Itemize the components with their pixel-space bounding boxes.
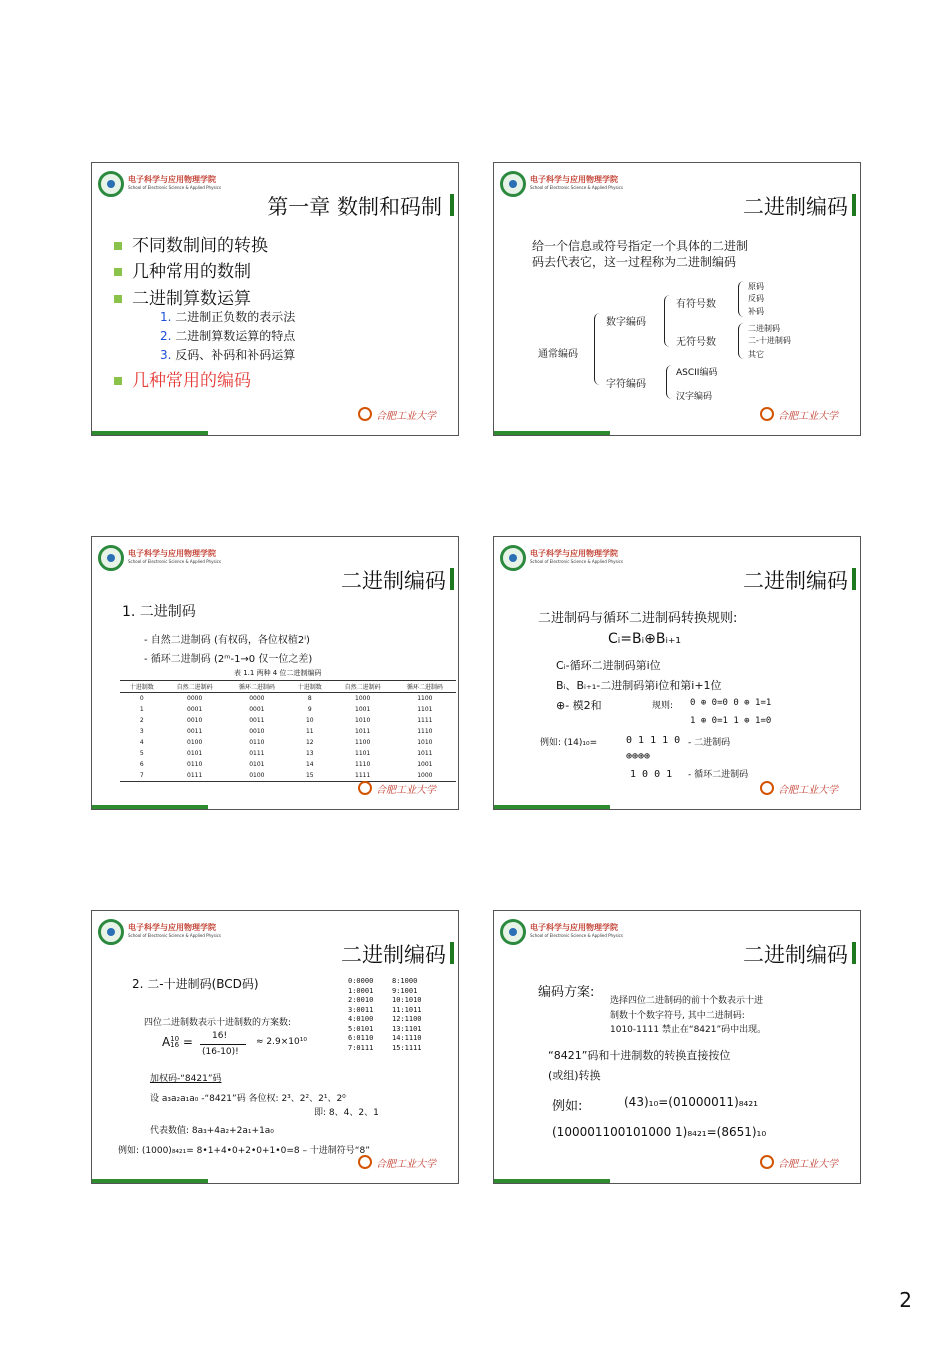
bullet-icon (114, 295, 122, 303)
table-cell: 0010 (249, 728, 265, 735)
table-cell: 3 (139, 728, 144, 735)
university-logo: 合肥工业大学 (358, 781, 448, 797)
brace (738, 281, 745, 317)
brace (666, 365, 673, 399)
tree-leaf: 补码 (748, 307, 764, 316)
school-emblem-icon (500, 171, 526, 197)
bcd-entry: 5:0101 (348, 1024, 374, 1033)
sub-item: 2. 二进制算数运算的特点 (160, 329, 296, 343)
binary-code: 0 1 1 1 0 (626, 735, 681, 746)
bcd-entry: 2:0010 (348, 996, 374, 1004)
table-cell: 1010 (417, 739, 433, 746)
university-emblem-icon (358, 781, 372, 795)
table-cell: 1110 (355, 761, 371, 768)
bullet-item: 不同数制间的转换 (114, 231, 268, 256)
table-cell: 0000 (249, 695, 265, 702)
table-cell: 0011 (249, 717, 265, 724)
table-cell: 0110 (187, 761, 203, 768)
definition: Bᵢ、Bᵢ₊₁-二进制码第i位和第i+1位 (556, 679, 722, 692)
text-line: 四位二进制数表示十进制数的方案数: (144, 1018, 292, 1028)
table-cell: 0110 (249, 739, 265, 746)
text-line: - 循环二进制码 (2ᵐ-1→0 仅一位之差) (144, 654, 313, 665)
table-cell: 1100 (355, 739, 371, 746)
gray-code: 1 0 0 1 (630, 769, 673, 780)
school-emblem-icon (98, 545, 124, 571)
school-logo: 电子科学与应用物理学院 School of Electronic Science & Applied Physics (98, 545, 258, 573)
tree-node: 无符号数 (676, 337, 716, 348)
sub-item: 1. 二进制正负数的表示法 (160, 310, 296, 324)
table-cell: 1000 (355, 695, 371, 702)
bcd-entry: 14:1110 (392, 1034, 422, 1042)
brace (664, 295, 671, 347)
university-logo: 合肥工业大学 (760, 1155, 850, 1171)
text-line: (或组)转换 (548, 1069, 601, 1082)
university-logo: 合肥工业大学 (760, 781, 850, 797)
school-emblem-icon (98, 171, 124, 197)
example-label: 例如: (552, 1099, 583, 1114)
table-cell: 0001 (187, 706, 203, 713)
table-cell: 0010 (187, 717, 203, 724)
slide-1 (91, 162, 459, 436)
university-logo: 合肥工业大学 (358, 1155, 448, 1171)
slide-3 (91, 536, 459, 810)
table-cell: 1111 (417, 717, 433, 724)
footer-bar (494, 805, 610, 809)
bcd-list (348, 977, 373, 1053)
school-logo: 电子科学与应用物理学院 School of Electronic Science & Applied Physics (98, 919, 258, 947)
university-emblem-icon (760, 407, 774, 421)
rule: 1 ⊕ 0=1 1 ⊕ 1=0 (690, 716, 772, 726)
university-emblem-icon (760, 1155, 774, 1169)
school-name-en: School of Electronic Science & Applied Physics (128, 185, 221, 190)
formula-result: ≈ 2.9×10¹⁰ (256, 1037, 307, 1047)
tree-node: 数字编码 (606, 317, 646, 328)
title-accent-bar (450, 194, 454, 216)
brace (738, 323, 745, 359)
example-label: 例如: (14)₁₀= (540, 738, 598, 748)
footer-bar (92, 1179, 208, 1183)
bullet-icon (114, 377, 122, 385)
formula-numerator: 16! (212, 1031, 228, 1041)
table-cell: 5 (139, 750, 144, 757)
slide-4 (493, 536, 861, 810)
bcd-entry: 1:0001 (348, 986, 374, 995)
code-table: 十进制数 自然二进制码 循环二进制码 十进制数 自然二进制码 循环二进制码 0 0000 0000 8 1000 1100 1 0001 0001 9 1001 1101 2 0010 0011 10 1010 1111 3 0011 0010 11 1011 1110 4 0100 0110 12 1100 1010 5 0101 0111 13 1101 1011 6 0110 0101 14 1110 1001 7 0111 0100 15 1111 1000 (120, 680, 456, 782)
bullet-item: 二进制算数运算 (114, 284, 251, 309)
text-line: 选择四位二进制码的前十个数表示十进 (610, 996, 764, 1006)
table-cell: 1000 (394, 770, 456, 782)
bullet-icon (114, 242, 122, 250)
table-row (120, 704, 456, 715)
table-cell: 1110 (417, 728, 433, 735)
university-emblem-icon (358, 1155, 372, 1169)
slide-title: 第一章 数制和码制 (267, 195, 442, 219)
text-line: 即: 8、4、2、1 (314, 1108, 379, 1118)
text-line: 制数十个数字符号, 其中二进制码: (610, 1011, 745, 1021)
rule: 0 ⊕ 0=0 0 ⊕ 1=1 (690, 698, 772, 708)
table-cell: 1101 (417, 706, 433, 713)
school-emblem-icon (500, 919, 526, 945)
bcd-list (392, 977, 422, 1053)
university-logo: 合肥工业大学 (760, 407, 850, 423)
annotation: - 循环二进制码 (688, 770, 749, 780)
intro-text: 给一个信息或符号指定一个具体的二进制 (532, 239, 749, 253)
table-cell: 0 (139, 695, 144, 702)
tree-leaf: 反码 (748, 294, 764, 303)
tree-leaf: ASCII编码 (676, 368, 718, 378)
table-cell: 0101 (249, 761, 265, 768)
section-heading: 编码方案: (538, 985, 595, 1000)
bcd-entry: 7:0111 (348, 1043, 374, 1052)
table-cell: 1010 (355, 717, 371, 724)
table-cell: 9 (307, 706, 312, 713)
slide-title: 二进制编码 (341, 943, 446, 967)
text-line: 设 a₃a₂a₁a₀ -“8421”码 各位权: 2³、2²、2¹、2⁰ (150, 1094, 346, 1104)
tree-leaf: 二-十进制码 (748, 336, 791, 345)
table-cell: 7 (120, 770, 164, 782)
table-cell: 8 (307, 695, 312, 702)
tree-leaf: 原码 (748, 282, 764, 291)
sub-item: 3. 反码、补码和补码运算 (160, 348, 296, 362)
school-logo: 电子科学与应用物理学院 School of Electronic Science & Applied Physics (500, 171, 660, 199)
text-line: “8421”码和十进制数的转换直接按位 (548, 1049, 731, 1062)
table-cell: 1001 (355, 706, 371, 713)
formula: Cᵢ=Bᵢ⊕Bᵢ₊₁ (608, 631, 681, 647)
bullet-item: 几种常用的数制 (114, 257, 251, 282)
tree-leaf: 其它 (748, 350, 764, 359)
table-cell: 1 (139, 706, 144, 713)
university-emblem-icon (760, 781, 774, 795)
title-accent-bar (450, 942, 454, 964)
school-logo: 电子科学与应用物理学院 School of Electronic Science & Applied Physics (500, 545, 660, 573)
section-heading: 1. 二进制码 (122, 604, 196, 620)
table-cell: 4 (139, 739, 144, 746)
slide-title: 二进制编码 (743, 569, 848, 593)
table-cell: 13 (305, 750, 314, 757)
tree-root: 通常编码 (538, 349, 578, 360)
tree-node: 有符号数 (676, 299, 716, 310)
intro-text: 码去代表它，这一过程称为二进制编码 (532, 255, 737, 269)
table-cell: 6 (139, 761, 144, 768)
table-row (120, 770, 456, 782)
bcd-entry: 15:1111 (392, 1043, 422, 1052)
table-cell: 0011 (187, 728, 203, 735)
table-cell: 1001 (417, 761, 433, 768)
table-row (120, 726, 456, 737)
bcd-entry: 11:1011 (392, 1005, 422, 1014)
bcd-entry: 0:0000 (348, 977, 374, 985)
title-accent-bar (852, 194, 856, 216)
weighted-label: 加权码-“8421”码 (150, 1074, 222, 1084)
bcd-entry: 4:0100 (348, 1015, 374, 1023)
footer-bar (494, 431, 610, 435)
definition: ⊕- 模2和 (556, 699, 602, 712)
example-line: 例如: (1000)₈₄₂₁= 8•1+4•0+2•0+1•0=8 – 十进制符号“8” (118, 1146, 370, 1156)
brace (594, 313, 601, 385)
text-line: 代表数值: 8a₃+4a₂+2a₁+1a₀ (150, 1126, 274, 1136)
bcd-entry: 9:1001 (392, 986, 418, 995)
table-cell: 0001 (249, 706, 265, 713)
table-cell: 1011 (417, 750, 433, 757)
bcd-entry: 6:0110 (348, 1034, 374, 1042)
tree-leaf: 二进制码 (748, 324, 780, 333)
example-formula: (100001100101000 1)₈₄₂₁=(8651)₁₀ (552, 1125, 767, 1139)
tree-leaf: 汉字编码 (676, 392, 713, 402)
bcd-entry: 13:1101 (392, 1024, 422, 1033)
school-emblem-icon (98, 919, 124, 945)
footer-bar (92, 805, 208, 809)
definition: Cᵢ-循环二进制码第i位 (556, 659, 661, 672)
text-line: 1010-1111 禁止在“8421”码中出现。 (610, 1025, 767, 1035)
table-cell: 14 (305, 761, 314, 768)
table-cell: 2 (139, 717, 144, 724)
table-cell: 0111 (249, 750, 265, 757)
table-cell: 10 (305, 717, 314, 724)
table-cell: 0100 (226, 770, 288, 782)
bcd-entry: 10:1010 (392, 996, 422, 1004)
slide-5 (91, 910, 459, 1184)
tree-node: 字符编码 (606, 379, 646, 390)
slide-title: 二进制编码 (743, 943, 848, 967)
school-name: 电子科学与应用物理学院 (128, 175, 216, 184)
school-emblem-icon (500, 545, 526, 571)
fraction-bar (200, 1044, 246, 1045)
table-cell: 12 (305, 739, 314, 746)
page-number: 2 (899, 1288, 912, 1312)
title-accent-bar (852, 568, 856, 590)
table-cell: 0100 (187, 739, 203, 746)
slide-title: 二进制编码 (743, 195, 848, 219)
slide-title: 二进制编码 (341, 569, 446, 593)
university-logo: 合肥工业大学 (358, 407, 448, 423)
table-cell: 1100 (417, 695, 433, 702)
slide-2 (493, 162, 861, 436)
annotation: - 二进制码 (688, 738, 731, 748)
bullet-icon (114, 268, 122, 276)
table-cell: 11 (305, 728, 314, 735)
table-row (120, 759, 456, 770)
table-cell: 1011 (355, 728, 371, 735)
table-cell: 0111 (164, 770, 226, 782)
section-heading: 2. 二-十进制码(BCD码) (132, 977, 259, 991)
title-accent-bar (852, 942, 856, 964)
bcd-entry: 3:0011 (348, 1005, 374, 1014)
table-cell: 15 (288, 770, 332, 782)
section-heading: 二进制码与循环二进制码转换规则: (538, 611, 738, 626)
table-cell: 0101 (187, 750, 203, 757)
formula-denominator: (16-10)! (202, 1047, 239, 1057)
formula: $A^{10}16$ = (162, 1035, 193, 1049)
school-logo (98, 171, 258, 199)
slide-6 (493, 910, 861, 1184)
highlight-item: 几种常用的编码 (114, 366, 251, 391)
bcd-entry: 12:1100 (392, 1015, 422, 1023)
bcd-entry: 8:1000 (392, 977, 418, 985)
text-line: - 自然二进制码 (有权码，各位权植2ⁱ) (144, 635, 310, 646)
table-row (120, 715, 456, 726)
table-caption: 表 1.1 两种 4 位二进制编码 (234, 669, 322, 677)
footer-bar (494, 1179, 610, 1183)
table-cell: 1101 (355, 750, 371, 757)
xor-row: ⊕⊕⊕⊕ (626, 751, 651, 762)
university-emblem-icon (358, 407, 372, 421)
school-logo: 电子科学与应用物理学院 School of Electronic Science & Applied Physics (500, 919, 660, 947)
rules-label: 规则: (652, 701, 674, 711)
table-cell: 1111 (332, 770, 394, 782)
footer-bar (92, 431, 208, 435)
table-cell: 0000 (187, 695, 203, 702)
table-row (120, 748, 456, 759)
example-formula: (43)₁₀=(01000011)₈₄₂₁ (624, 1095, 758, 1109)
title-accent-bar (450, 568, 454, 590)
table-row (120, 737, 456, 748)
table-row (120, 693, 456, 705)
